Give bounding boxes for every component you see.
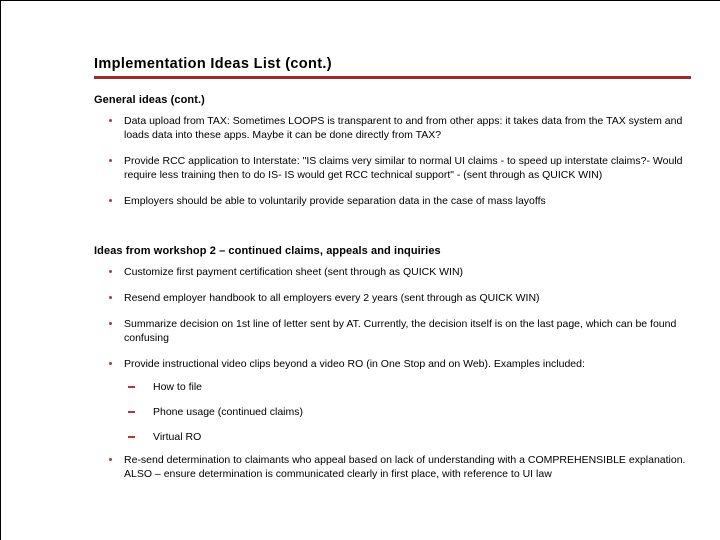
list-item-text: Provide instructional video clips beyond a video RO (in One Stop and on Web). Examples included: [124,358,585,370]
list-item [1,114,720,142]
page-title: Implementation Ideas List (cont.) [94,56,332,72]
list-item [1,265,720,279]
bullet-dot-icon [109,322,112,325]
sub-list-item-text: How to file [153,381,203,393]
bullet-dot-icon [109,296,112,299]
list-item [1,194,720,208]
list-item-text: Re-send determination to claimants who appeal based on lack of understanding with a COMPREHENSIBLE explanation. ALSO – ensure determination is communicated clearly in first place, with reference to UI law [124,454,686,480]
dash-bullet-icon [128,436,135,438]
sub-list-item [124,430,691,444]
list-item-text: Data upload from TAX: Sometimes LOOPS is transparent to and from other apps: it takes data from the TAX system and loads data into these apps. Maybe it can be done directly from TAX? [124,115,683,141]
sub-list-item-text: Virtual RO [153,431,202,443]
sub-list-item [124,380,691,394]
dash-bullet-icon [128,386,135,388]
section-heading-workshop-2: Ideas from workshop 2 – continued claims, appeals and inquiries [94,245,441,257]
list-item-text: Employers should be able to voluntarily provide separation data in the case of mass layoffs [124,195,546,207]
bullet-dot-icon [109,199,112,202]
bullet-dot-icon [109,270,112,273]
sub-list-item [124,405,691,419]
bullet-dot-icon [109,119,112,122]
list-item-text: Customize first payment certification sheet (sent through as QUICK WIN) [124,266,464,278]
bullet-dot-icon [109,159,112,162]
list-item [1,453,720,481]
bullet-dot-icon [109,458,112,461]
bullet-list-workshop-2 [1,265,720,481]
bullet-list-general-ideas [1,114,720,208]
title-block [94,55,691,79]
dash-bullet-icon [128,411,135,413]
list-item-text: Summarize decision on 1st line of letter sent by AT. Currently, the decision itself is on the last page, which can be found confusing [124,318,677,344]
bullet-dot-icon [109,362,112,365]
section-heading-general-ideas: General ideas (cont.) [94,94,205,106]
list-item-text: Resend employer handbook to all employers every 2 years (sent through as QUICK WIN) [124,292,540,304]
list-item [1,154,720,182]
list-item [1,291,720,305]
sub-bullet-list [124,380,691,444]
list-item [1,357,720,444]
sub-list-item-text: Phone usage (continued claims) [153,406,304,418]
title-underline-rule [94,76,691,79]
list-item [1,317,720,345]
list-item-text: Provide RCC application to Interstate: "IS claims very similar to normal UI claims - to speed up interstate claims?- Would require less training then to do IS- IS would get RCC technical support" - (sent through as QUICK WIN) [124,155,683,181]
